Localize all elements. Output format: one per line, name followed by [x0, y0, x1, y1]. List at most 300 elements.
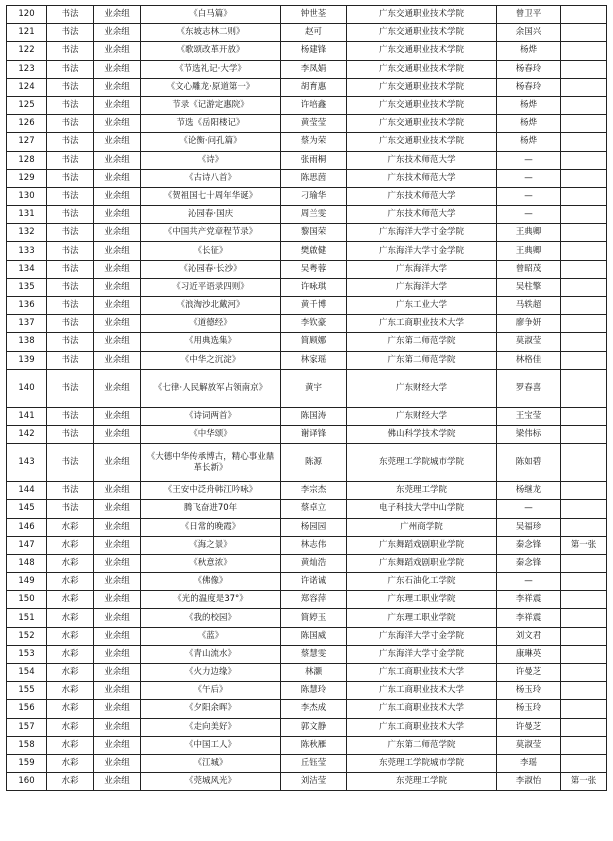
cell-note	[561, 278, 607, 296]
cell-title: 《道德经》	[141, 315, 281, 333]
cell-school: 广东交通职业技术学院	[347, 96, 497, 114]
cell-author: 钟世荃	[281, 6, 347, 24]
cell-title: 《光的温度是37°》	[141, 591, 281, 609]
cell-teacher: 李祥震	[497, 609, 561, 627]
cell-number: 150	[7, 591, 47, 609]
cell-note	[561, 573, 607, 591]
cell-group: 业余组	[94, 78, 141, 96]
cell-author: 黄宇	[281, 369, 347, 407]
cell-school: 广东交通职业技术学院	[347, 115, 497, 133]
table-row	[7, 96, 607, 114]
cell-group: 业余组	[94, 278, 141, 296]
cell-teacher: —	[497, 169, 561, 187]
table-row	[7, 518, 607, 536]
cell-teacher: —	[497, 151, 561, 169]
cell-number: 133	[7, 242, 47, 260]
table-body	[7, 6, 607, 791]
cell-group: 业余组	[94, 425, 141, 443]
cell-number: 157	[7, 718, 47, 736]
cell-category: 书法	[47, 42, 94, 60]
cell-author: 周兰雯	[281, 206, 347, 224]
cell-title: 《东坡志林二则》	[141, 24, 281, 42]
cell-note	[561, 554, 607, 572]
cell-author: 陈国威	[281, 627, 347, 645]
cell-school: 广东第二师范学院	[347, 351, 497, 369]
cell-title: 节录《记游定惠院》	[141, 96, 281, 114]
cell-number: 128	[7, 151, 47, 169]
cell-school: 广东第二师范学院	[347, 333, 497, 351]
cell-title: 《长征》	[141, 242, 281, 260]
cell-teacher: 康琳英	[497, 645, 561, 663]
cell-note	[561, 115, 607, 133]
cell-category: 书法	[47, 278, 94, 296]
cell-group: 业余组	[94, 242, 141, 260]
table-row	[7, 133, 607, 151]
cell-title: 《白马篇》	[141, 6, 281, 24]
cell-number: 127	[7, 133, 47, 151]
cell-category: 书法	[47, 500, 94, 518]
cell-category: 书法	[47, 444, 94, 482]
cell-title: 《浪淘沙北戴河》	[141, 297, 281, 315]
cell-author: 许培鑫	[281, 96, 347, 114]
cell-group: 业余组	[94, 6, 141, 24]
cell-category: 书法	[47, 206, 94, 224]
cell-teacher: 李淑怡	[497, 773, 561, 791]
cell-teacher: 梁伟标	[497, 425, 561, 443]
cell-author: 张雨桐	[281, 151, 347, 169]
cell-author: 黎国荣	[281, 224, 347, 242]
cell-number: 130	[7, 187, 47, 205]
table-row	[7, 700, 607, 718]
cell-school: 广东技术师范大学	[347, 151, 497, 169]
cell-author: 胡育惠	[281, 78, 347, 96]
cell-note	[561, 133, 607, 151]
cell-teacher: 马轶超	[497, 297, 561, 315]
cell-teacher: 廖争妍	[497, 315, 561, 333]
cell-category: 书法	[47, 351, 94, 369]
cell-group: 业余组	[94, 42, 141, 60]
table-row	[7, 6, 607, 24]
table-row	[7, 664, 607, 682]
cell-group: 业余组	[94, 444, 141, 482]
cell-title: 《习近平语录四则》	[141, 278, 281, 296]
cell-teacher: 林格佳	[497, 351, 561, 369]
cell-number: 134	[7, 260, 47, 278]
cell-number: 139	[7, 351, 47, 369]
cell-category: 水彩	[47, 700, 94, 718]
cell-group: 业余组	[94, 133, 141, 151]
cell-teacher: —	[497, 206, 561, 224]
cell-author: 赵可	[281, 24, 347, 42]
table-row	[7, 407, 607, 425]
cell-category: 水彩	[47, 645, 94, 663]
cell-category: 书法	[47, 260, 94, 278]
cell-number: 144	[7, 482, 47, 500]
cell-note	[561, 42, 607, 60]
table-row	[7, 627, 607, 645]
cell-category: 书法	[47, 333, 94, 351]
cell-teacher: 杨烨	[497, 96, 561, 114]
cell-note	[561, 242, 607, 260]
cell-title: 《用典选集》	[141, 333, 281, 351]
table-row	[7, 224, 607, 242]
cell-number: 155	[7, 682, 47, 700]
cell-note	[561, 315, 607, 333]
cell-number: 120	[7, 6, 47, 24]
cell-author: 林灏	[281, 664, 347, 682]
cell-category: 水彩	[47, 536, 94, 554]
cell-school: 广东工商职业技术大学	[347, 700, 497, 718]
cell-group: 业余组	[94, 224, 141, 242]
cell-category: 水彩	[47, 754, 94, 772]
cell-teacher: 王典卿	[497, 242, 561, 260]
cell-title: 《歌颂改革开放》	[141, 42, 281, 60]
cell-note	[561, 24, 607, 42]
cell-category: 书法	[47, 133, 94, 151]
cell-title: 《大德中华传承博古，精心事业鼎革长新》	[141, 444, 281, 482]
cell-number: 156	[7, 700, 47, 718]
cell-title: 《莞城风光》	[141, 773, 281, 791]
cell-group: 业余组	[94, 700, 141, 718]
cell-group: 业余组	[94, 115, 141, 133]
table-row	[7, 682, 607, 700]
cell-title: 《秋意浓》	[141, 554, 281, 572]
table-row	[7, 609, 607, 627]
cell-school: 广东交通职业技术学院	[347, 133, 497, 151]
cell-category: 书法	[47, 96, 94, 114]
cell-note	[561, 718, 607, 736]
table-row	[7, 536, 607, 554]
cell-author: 刁瑜华	[281, 187, 347, 205]
table-row	[7, 351, 607, 369]
cell-title: 《中华颂》	[141, 425, 281, 443]
cell-school: 广东工商职业技术大学	[347, 315, 497, 333]
cell-school: 佛山科学技术学院	[347, 425, 497, 443]
cell-author: 简婷玉	[281, 609, 347, 627]
cell-note	[561, 407, 607, 425]
cell-number: 126	[7, 115, 47, 133]
cell-group: 业余组	[94, 206, 141, 224]
cell-school: 东莞理工学院城市学院	[347, 444, 497, 482]
cell-group: 业余组	[94, 333, 141, 351]
cell-title: 《节选礼记·大学》	[141, 60, 281, 78]
cell-category: 水彩	[47, 518, 94, 536]
cell-category: 水彩	[47, 627, 94, 645]
cell-note	[561, 351, 607, 369]
cell-school: 广东交通职业技术学院	[347, 6, 497, 24]
cell-number: 152	[7, 627, 47, 645]
table-row	[7, 78, 607, 96]
cell-title: 《午后》	[141, 682, 281, 700]
cell-category: 书法	[47, 425, 94, 443]
cell-category: 书法	[47, 60, 94, 78]
cell-note	[561, 187, 607, 205]
cell-title: 《中国工人》	[141, 736, 281, 754]
table-row	[7, 169, 607, 187]
cell-group: 业余组	[94, 169, 141, 187]
cell-title: 《王安中泛舟韩江吟咏》	[141, 482, 281, 500]
cell-note: 第一张	[561, 536, 607, 554]
cell-school: 广东海洋大学	[347, 278, 497, 296]
cell-title: 《走向美好》	[141, 718, 281, 736]
cell-category: 水彩	[47, 664, 94, 682]
cell-group: 业余组	[94, 591, 141, 609]
cell-school: 广东工商职业技术大学	[347, 718, 497, 736]
cell-teacher: 曾昭茂	[497, 260, 561, 278]
cell-note	[561, 518, 607, 536]
cell-school: 广东海洋大学寸金学院	[347, 627, 497, 645]
cell-author: 黄灿浩	[281, 554, 347, 572]
cell-group: 业余组	[94, 482, 141, 500]
cell-school: 广东技术师范大学	[347, 187, 497, 205]
cell-note	[561, 700, 607, 718]
cell-school: 广东第二师范学院	[347, 736, 497, 754]
cell-title: 《江城》	[141, 754, 281, 772]
cell-category: 书法	[47, 369, 94, 407]
cell-school: 广东理工职业学院	[347, 591, 497, 609]
cell-note	[561, 664, 607, 682]
cell-number: 159	[7, 754, 47, 772]
cell-group: 业余组	[94, 754, 141, 772]
cell-author: 杨园园	[281, 518, 347, 536]
cell-teacher: 杨烨	[497, 115, 561, 133]
cell-school: 广东交通职业技术学院	[347, 78, 497, 96]
cell-group: 业余组	[94, 773, 141, 791]
cell-group: 业余组	[94, 718, 141, 736]
table-row	[7, 444, 607, 482]
cell-group: 业余组	[94, 96, 141, 114]
cell-number: 141	[7, 407, 47, 425]
cell-author: 刘洁莹	[281, 773, 347, 791]
cell-teacher: 吴福珍	[497, 518, 561, 536]
cell-school: 广东工商职业技术大学	[347, 664, 497, 682]
table-row	[7, 242, 607, 260]
cell-number: 138	[7, 333, 47, 351]
cell-title: 《诗词两首》	[141, 407, 281, 425]
table-row	[7, 369, 607, 407]
table-row	[7, 115, 607, 133]
cell-teacher: 王宝莹	[497, 407, 561, 425]
cell-category: 书法	[47, 78, 94, 96]
cell-group: 业余组	[94, 60, 141, 78]
table-row	[7, 645, 607, 663]
cell-group: 业余组	[94, 500, 141, 518]
table-row	[7, 718, 607, 736]
cell-title: 《我的校园》	[141, 609, 281, 627]
cell-category: 水彩	[47, 736, 94, 754]
cell-category: 书法	[47, 407, 94, 425]
cell-school: 广东交通职业技术学院	[347, 60, 497, 78]
cell-teacher: —	[497, 187, 561, 205]
cell-category: 水彩	[47, 718, 94, 736]
cell-note	[561, 96, 607, 114]
cell-title: 沁园春·国庆	[141, 206, 281, 224]
cell-teacher: 曾卫平	[497, 6, 561, 24]
cell-school: 广东财经大学	[347, 369, 497, 407]
cell-title: 《中华之沉淀》	[141, 351, 281, 369]
cell-teacher: 陈如碧	[497, 444, 561, 482]
cell-number: 143	[7, 444, 47, 482]
cell-teacher: 杨继龙	[497, 482, 561, 500]
cell-teacher: 杨玉玲	[497, 682, 561, 700]
cell-school: 广州商学院	[347, 518, 497, 536]
cell-category: 水彩	[47, 554, 94, 572]
cell-group: 业余组	[94, 609, 141, 627]
cell-school: 广东舞蹈戏剧职业学院	[347, 536, 497, 554]
cell-group: 业余组	[94, 369, 141, 407]
cell-note	[561, 645, 607, 663]
cell-number: 132	[7, 224, 47, 242]
cell-school: 电子科技大学中山学院	[347, 500, 497, 518]
cell-school: 广东财经大学	[347, 407, 497, 425]
cell-teacher: 刘文君	[497, 627, 561, 645]
cell-author: 黄千博	[281, 297, 347, 315]
cell-author: 蔡慧雯	[281, 645, 347, 663]
cell-school: 广东海洋大学寸金学院	[347, 645, 497, 663]
cell-group: 业余组	[94, 627, 141, 645]
cell-category: 书法	[47, 315, 94, 333]
cell-author: 陈思茵	[281, 169, 347, 187]
cell-teacher: 杨烨	[497, 42, 561, 60]
cell-category: 水彩	[47, 609, 94, 627]
table-row	[7, 573, 607, 591]
cell-number: 123	[7, 60, 47, 78]
cell-author: 蔡为荣	[281, 133, 347, 151]
cell-teacher: 王典卿	[497, 224, 561, 242]
cell-school: 广东交通职业技术学院	[347, 42, 497, 60]
cell-title: 《蓝》	[141, 627, 281, 645]
cell-note	[561, 151, 607, 169]
cell-title: 《海之景》	[141, 536, 281, 554]
cell-note	[561, 627, 607, 645]
cell-school: 广东理工职业学院	[347, 609, 497, 627]
cell-title: 《沁园春·长沙》	[141, 260, 281, 278]
cell-group: 业余组	[94, 351, 141, 369]
cell-note: 第一张	[561, 773, 607, 791]
cell-category: 水彩	[47, 573, 94, 591]
cell-number: 140	[7, 369, 47, 407]
cell-school: 东莞理工学院	[347, 773, 497, 791]
table-row	[7, 278, 607, 296]
cell-school: 广东舞蹈戏剧职业学院	[347, 554, 497, 572]
cell-teacher: 莫淑莹	[497, 736, 561, 754]
cell-school: 广东技术师范大学	[347, 169, 497, 187]
cell-teacher: 杨玉玲	[497, 700, 561, 718]
cell-title: 《贺祖国七十周年华诞》	[141, 187, 281, 205]
cell-number: 129	[7, 169, 47, 187]
cell-teacher: 李瑶	[497, 754, 561, 772]
cell-number: 142	[7, 425, 47, 443]
cell-group: 业余组	[94, 187, 141, 205]
cell-number: 149	[7, 573, 47, 591]
cell-group: 业余组	[94, 664, 141, 682]
cell-number: 125	[7, 96, 47, 114]
cell-category: 书法	[47, 115, 94, 133]
cell-school: 东莞理工学院	[347, 482, 497, 500]
cell-teacher: 罗春喜	[497, 369, 561, 407]
cell-number: 124	[7, 78, 47, 96]
cell-school: 广东海洋大学寸金学院	[347, 224, 497, 242]
cell-teacher: 杨春玲	[497, 78, 561, 96]
cell-author: 简顾娜	[281, 333, 347, 351]
cell-author: 蔡卓立	[281, 500, 347, 518]
cell-note	[561, 60, 607, 78]
cell-number: 122	[7, 42, 47, 60]
cell-number: 154	[7, 664, 47, 682]
cell-note	[561, 224, 607, 242]
cell-number: 160	[7, 773, 47, 791]
cell-number: 148	[7, 554, 47, 572]
cell-teacher: 莫淑莹	[497, 333, 561, 351]
cell-note	[561, 500, 607, 518]
cell-teacher: 秦念锋	[497, 536, 561, 554]
cell-school: 广东海洋大学寸金学院	[347, 242, 497, 260]
cell-author: 许咏琪	[281, 278, 347, 296]
table-row	[7, 297, 607, 315]
cell-category: 书法	[47, 6, 94, 24]
cell-teacher: 吴柱擎	[497, 278, 561, 296]
cell-note	[561, 682, 607, 700]
cell-author: 李宗杰	[281, 482, 347, 500]
cell-title: 《火力边缘》	[141, 664, 281, 682]
cell-author: 林志伟	[281, 536, 347, 554]
cell-number: 121	[7, 24, 47, 42]
cell-note	[561, 78, 607, 96]
cell-note	[561, 591, 607, 609]
cell-note	[561, 333, 607, 351]
cell-note	[561, 482, 607, 500]
cell-note	[561, 206, 607, 224]
cell-number: 145	[7, 500, 47, 518]
cell-category: 书法	[47, 187, 94, 205]
table-row	[7, 315, 607, 333]
table-row	[7, 60, 607, 78]
cell-author: 李凤娟	[281, 60, 347, 78]
cell-note	[561, 736, 607, 754]
cell-group: 业余组	[94, 315, 141, 333]
cell-number: 153	[7, 645, 47, 663]
cell-school: 广东海洋大学	[347, 260, 497, 278]
cell-category: 书法	[47, 297, 94, 315]
cell-author: 林家瑶	[281, 351, 347, 369]
cell-number: 147	[7, 536, 47, 554]
cell-number: 131	[7, 206, 47, 224]
cell-author: 陈源	[281, 444, 347, 482]
award-list-table	[6, 5, 607, 791]
cell-note	[561, 425, 607, 443]
cell-group: 业余组	[94, 573, 141, 591]
cell-title: 《夕阳余晖》	[141, 700, 281, 718]
cell-teacher: 许曼芝	[497, 664, 561, 682]
table-row	[7, 754, 607, 772]
cell-author: 李钦豪	[281, 315, 347, 333]
cell-category: 水彩	[47, 773, 94, 791]
table-row	[7, 206, 607, 224]
cell-school: 东莞理工学院城市学院	[347, 754, 497, 772]
cell-category: 水彩	[47, 591, 94, 609]
cell-author: 吴粤蓉	[281, 260, 347, 278]
cell-school: 广东交通职业技术学院	[347, 24, 497, 42]
cell-title: 《青山流水》	[141, 645, 281, 663]
table-row	[7, 554, 607, 572]
cell-group: 业余组	[94, 554, 141, 572]
table-row	[7, 482, 607, 500]
cell-title: 《七律·人民解放军占领南京》	[141, 369, 281, 407]
cell-title: 《诗》	[141, 151, 281, 169]
cell-author: 黄莹莹	[281, 115, 347, 133]
cell-teacher: 杨烨	[497, 133, 561, 151]
cell-teacher: 余国兴	[497, 24, 561, 42]
